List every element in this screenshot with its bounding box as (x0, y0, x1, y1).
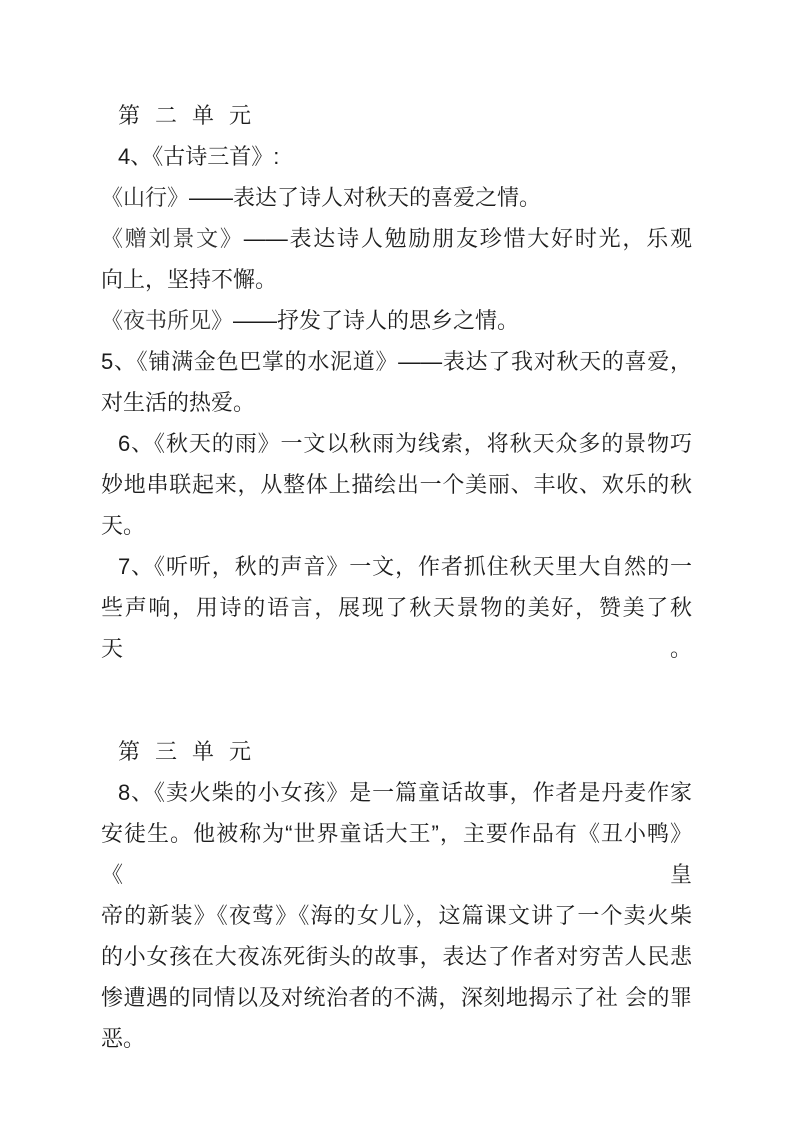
text-line (101, 423, 692, 464)
poem-title: 《夜书所见》 (101, 308, 234, 333)
text-line (101, 895, 692, 936)
text-line (101, 341, 692, 382)
text-line (101, 587, 692, 669)
text-run: 的小女孩在大夜冻死街头的故事，表达了作者对穷苦人民悲 (101, 944, 692, 969)
text-line (101, 300, 692, 341)
text-line (101, 936, 692, 977)
text-line (101, 505, 692, 546)
text-line (101, 259, 692, 300)
text-run: 帝的新装》《夜莺》《海的女儿》，这篇课文讲了一个卖火柴 (101, 903, 692, 928)
section-heading (101, 95, 692, 136)
text-run: 天。 (101, 513, 146, 538)
text-run: ——表达了诗人对秋天的喜爱之情。 (189, 185, 542, 210)
text-run: ——表达诗人勉励朋友珍惜大好时光，乐观 (243, 226, 692, 251)
section-heading (101, 731, 692, 772)
text-run: 恶。 (101, 1026, 146, 1051)
text-line (101, 813, 692, 895)
text-line (101, 218, 692, 259)
text-line (101, 546, 692, 587)
text-run: ——抒发了诗人的思乡之情。 (233, 308, 520, 333)
text-run: 7、《听听，秋的声音》一文，作者抓住秋天里大自然的一 (118, 554, 692, 579)
document-text-block (101, 95, 692, 1059)
text-line (101, 464, 692, 505)
text-line (101, 772, 692, 813)
poem-title: 《山行》 (101, 185, 190, 210)
text-line (101, 977, 692, 1018)
text-run: 5、《铺满金色巴掌的水泥道》——表达了我对秋天的喜爱， (101, 349, 692, 374)
text-line (101, 136, 692, 177)
poem-title: 《赠刘景文》 (101, 226, 244, 251)
text-run: 向上，坚持不懈。 (101, 267, 278, 292)
text-line (101, 382, 692, 423)
text-run: 些声响，用诗的语言，展现了秋天景物的美好，赞美了秋天。 (101, 595, 692, 661)
text-run: 第二单元 (118, 103, 267, 128)
text-line (101, 1018, 692, 1059)
text-run: 安徒生。他被称为“世界童话大王”，主要作品有《丑小鸭》《皇 (101, 821, 692, 887)
text-run: 4、《古诗三首》: (118, 144, 280, 169)
text-run: 第三单元 (118, 739, 267, 764)
text-run: 妙地串联起来，从整体上描绘出一个美丽、丰收、欢乐的秋 (101, 472, 692, 497)
text-run: 惨遭遇的同情以及对统治者的不满，深刻地揭示了社 会的罪 (101, 985, 692, 1010)
text-run: 6、《秋天的雨》一文以秋雨为线索，将秋天众多的景物巧 (118, 431, 692, 456)
text-line (101, 177, 692, 218)
text-run: 8、《卖火柴的小女孩》是一篇童话故事，作者是丹麦作家 (118, 780, 692, 805)
text-run: 对生活的热爱。 (101, 390, 256, 415)
